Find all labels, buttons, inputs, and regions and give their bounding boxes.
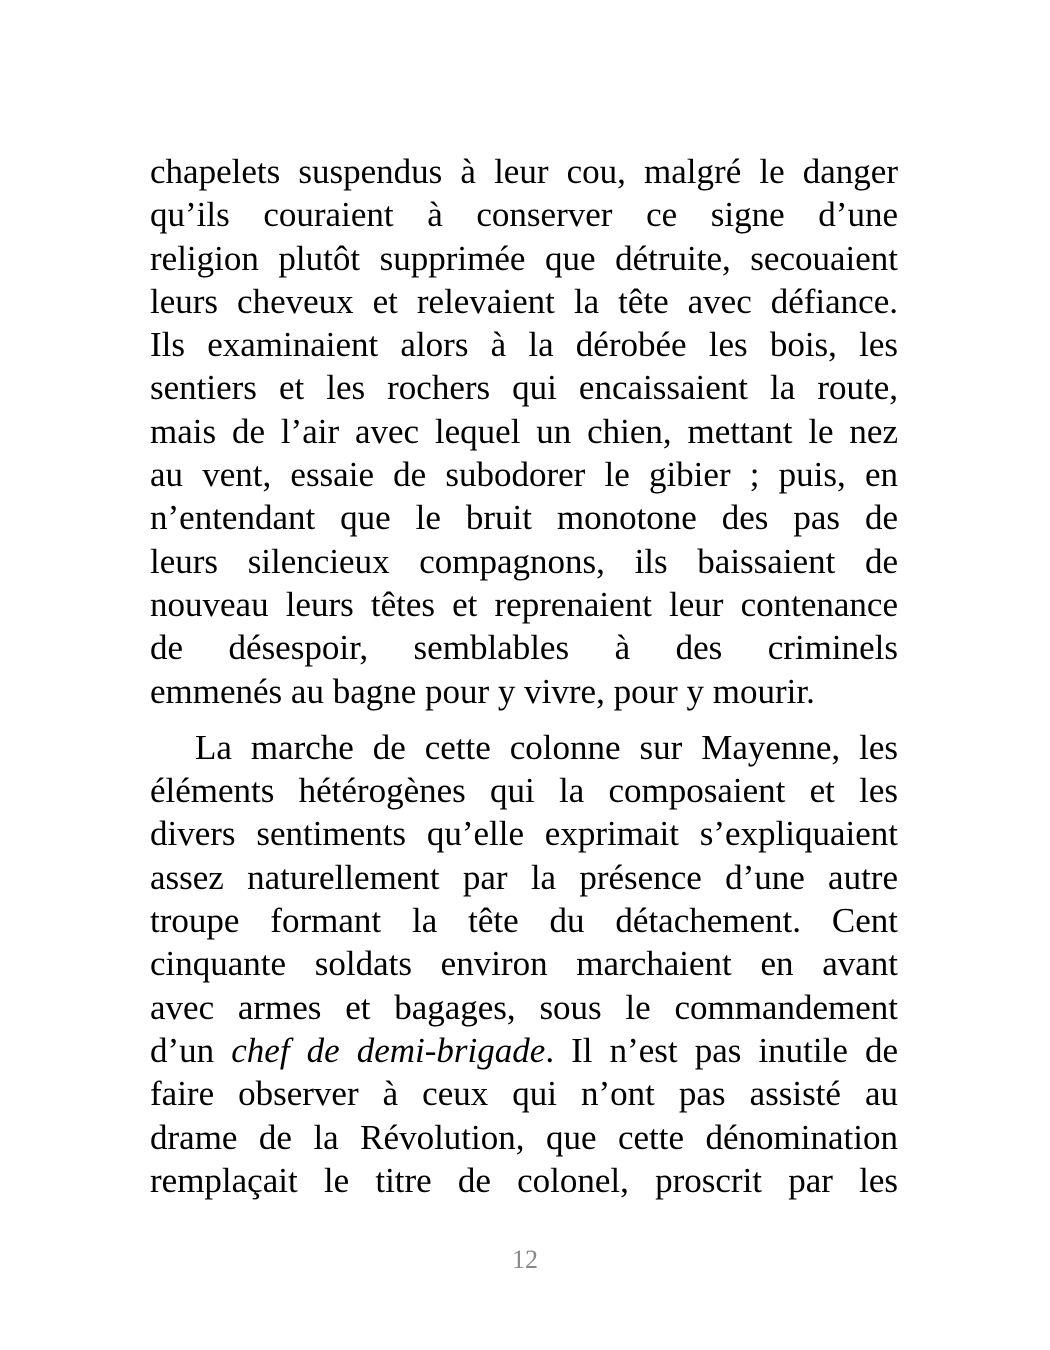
paragraph-2 bbox=[150, 726, 898, 1202]
text-line-indented bbox=[150, 726, 898, 769]
text-line: troupe formant la tête du détachement. Cent bbox=[150, 901, 898, 941]
text-line: assez naturellement par la présence d’une autre bbox=[150, 857, 898, 897]
text-line: nouveau leurs têtes et reprenaient leur contenance bbox=[150, 584, 898, 624]
text-line: divers sentiments qu’elle exprimait s’expliquaient bbox=[150, 814, 898, 854]
text-line: éléments hétérogènes qui la composaient et les bbox=[150, 771, 898, 811]
text-line: leurs silencieux compagnons, ils baissaient de bbox=[150, 541, 898, 581]
text-line: sentiers et les rochers qui encaissaient la route, bbox=[150, 368, 898, 408]
text-line: leurs cheveux et relevaient la tête avec défiance. bbox=[150, 281, 898, 321]
text-line-content: La marche de cette colonne sur Mayenne, les bbox=[195, 727, 898, 767]
paragraph-spacer bbox=[150, 713, 898, 726]
paragraph-1 bbox=[150, 150, 898, 713]
text-line: religion plutôt supprimée que détruite, secouaient bbox=[150, 238, 898, 278]
text-line: qu’ils couraient à conserver ce signe d’une bbox=[150, 195, 898, 235]
text-run: d’un bbox=[150, 1030, 232, 1070]
text-line: avec armes et bagages, sous le commandement bbox=[150, 987, 898, 1027]
text-line: faire observer à ceux qui n’ont pas assisté au bbox=[150, 1074, 898, 1114]
page-number: 12 bbox=[512, 1245, 538, 1274]
text-line: cinquante soldats environ marchaient en avant bbox=[150, 944, 898, 984]
text-line: mais de l’air avec lequel un chien, mettant le nez bbox=[150, 411, 898, 451]
text-line: au vent, essaie de subodorer le gibier ; puis, en bbox=[150, 455, 898, 495]
text-line: n’entendant que le bruit monotone des pas de bbox=[150, 498, 898, 538]
text-line: emmenés au bagne pour y vivre, pour y mourir. bbox=[150, 671, 815, 711]
text-run: . Il n’est pas inutile de bbox=[545, 1030, 898, 1070]
text-line: remplaçait le titre de colonel, proscrit par les bbox=[150, 1160, 898, 1200]
text-line-mixed bbox=[150, 1029, 898, 1072]
text-line: de désespoir, semblables à des criminels bbox=[150, 628, 898, 668]
body-text bbox=[150, 150, 898, 1202]
text-line: Ils examinaient alors à la dérobée les bois, les bbox=[150, 325, 898, 365]
italic-term: chef de demi-brigade bbox=[231, 1030, 546, 1070]
text-line: chapelets suspendus à leur cou, malgré le danger bbox=[150, 152, 898, 191]
text-line: drame de la Révolution, que cette dénomination bbox=[150, 1117, 898, 1157]
